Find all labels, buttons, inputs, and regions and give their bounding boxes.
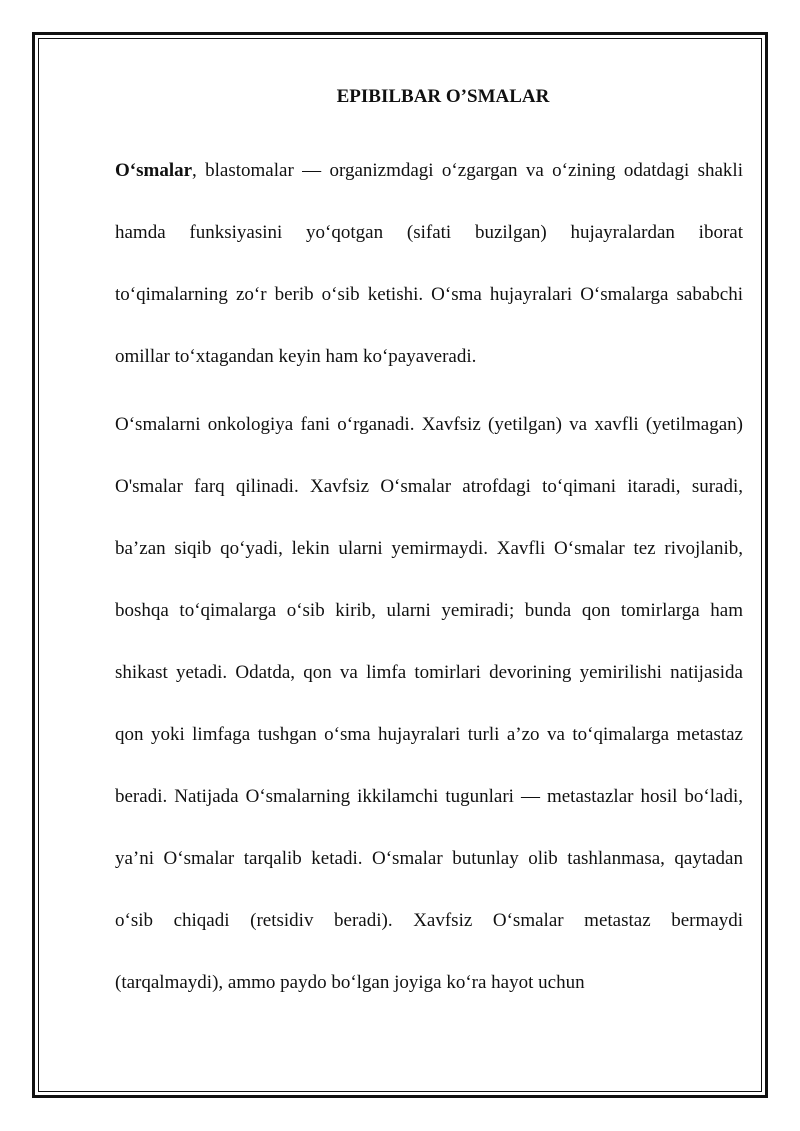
paragraph-types: O‘smalarni onkologiya fani o‘rganadi. Xavfsiz (yetilgan) va xavfli (yetilmagan) O'smalar farq qilinadi. Xavfsiz O‘smalar atrofdagi to‘qimani itaradi, suradi, ba’zan siqib qo‘yadi, lekin ularni yemirmaydi. Xavfli O‘smalar tez rivojlanib, boshqa to‘qimalarga o‘sib kirib, ularni yemiradi; bunda qon tomirlarga ham shikast yetadi. Odatda, qon va limfa tomirlari devorining yemirilishi natijasida qon yoki limfaga tushgan o‘sma hujayralari turli a’zo va to‘qimalarga metastaz beradi. Natijada O‘smalarning ikkilamchi tugunlari — metastazlar hosil bo‘ladi, ya’ni O‘smalar tarqalib ketadi. O‘smalar butunlay olib tashlanmasa, qaytadan o‘sib chiqadi (retsidiv beradi). Xavfsiz O‘smalar metastaz bermaydi (tarqalmaydi), ammo paydo bo‘lgan joyiga ko‘ra hayot uchun xyxy=(115,414,743,993)
lead-term: O‘smalar xyxy=(115,160,193,181)
document-title: EPIBILBAR O’SMALAR xyxy=(336,86,550,107)
paragraph-definition-text: , blastomalar — organizmdagi o‘zgargan va o‘zining odatdagi shakli hamda funksiyasini yo‘qotgan (sifati buzilgan) hujayralardan iborat to‘qimalarning zo‘r berib o‘sib ketishi. O‘sma hujayralari O‘smalarga sababchi omillar to‘xtagandan keyin ham ko‘payaveradi. xyxy=(115,160,743,367)
document-body xyxy=(115,80,743,1014)
paragraph-definition xyxy=(115,140,743,388)
